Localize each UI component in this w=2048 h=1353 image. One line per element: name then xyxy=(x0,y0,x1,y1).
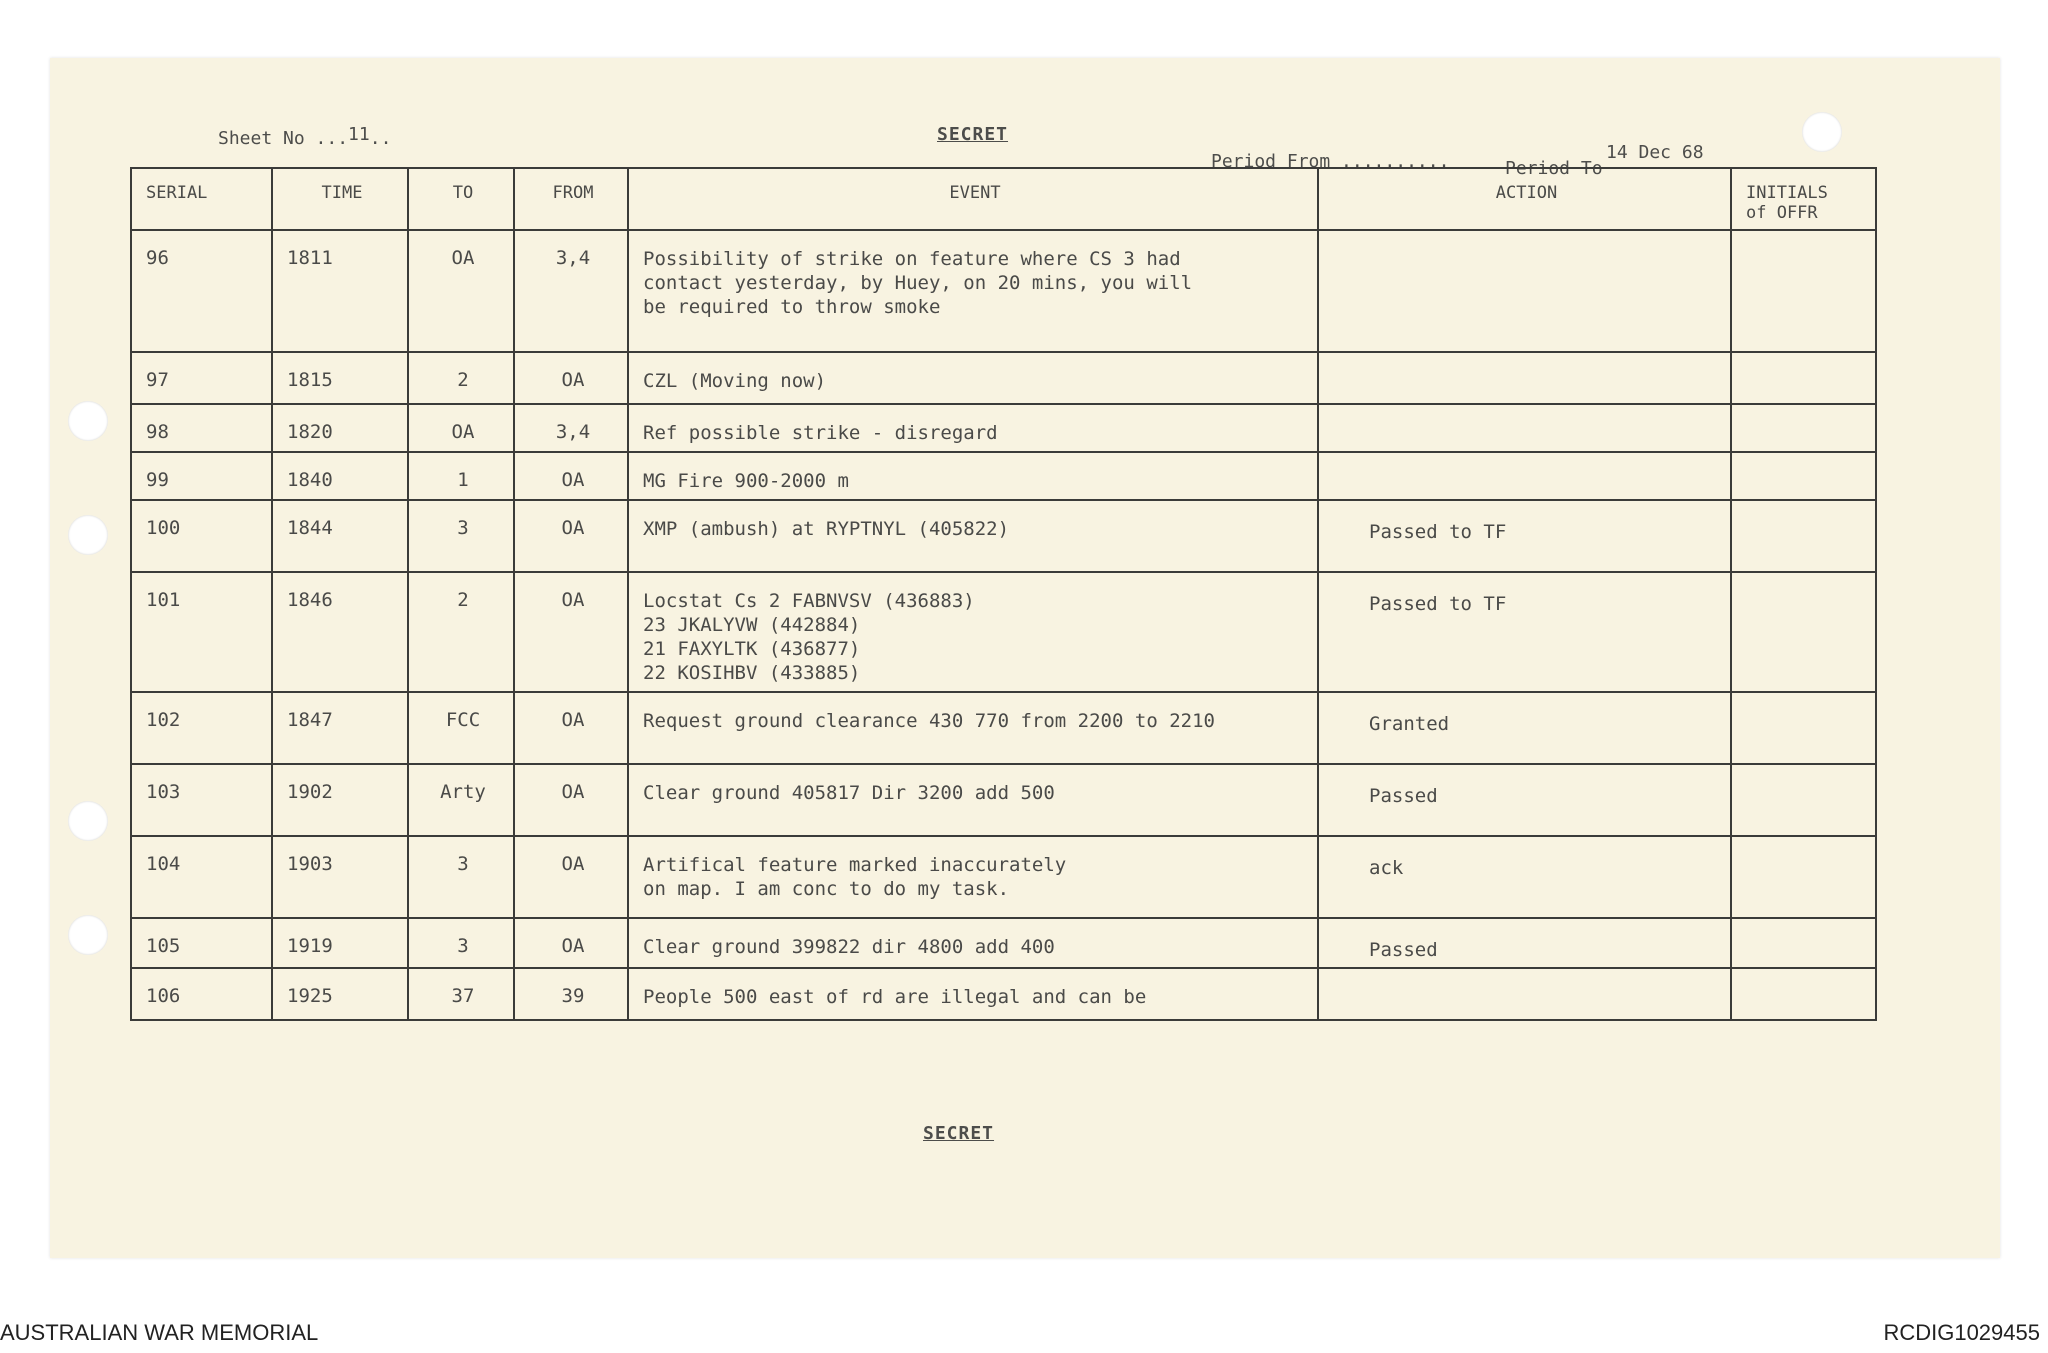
time-cell: 1902 xyxy=(272,764,408,836)
event-line: 21 FAXYLTK (436877) xyxy=(643,638,861,660)
initials-cell xyxy=(1731,918,1876,968)
col-serial: SERIAL xyxy=(131,168,272,230)
time-cell: 1844 xyxy=(272,500,408,572)
event-line: MG Fire 900-2000 m xyxy=(643,470,849,492)
initials-cell xyxy=(1731,572,1876,692)
period-to-label: Period To xyxy=(1505,158,1603,179)
table-row xyxy=(131,764,1876,836)
serial-cell: 99 xyxy=(131,452,272,500)
time-cell: 1840 xyxy=(272,452,408,500)
serial-cell: 103 xyxy=(131,764,272,836)
to-cell: 37 xyxy=(408,968,514,1020)
initials-cell xyxy=(1731,836,1876,918)
log-table xyxy=(130,167,1877,1021)
event-line: be required to throw smoke xyxy=(643,296,941,318)
punch-hole xyxy=(68,401,108,441)
to-cell: OA xyxy=(408,230,514,352)
event-line: People 500 east of rd are illegal and can be xyxy=(643,986,1147,1008)
action-cell xyxy=(1318,452,1731,500)
table-row xyxy=(131,404,1876,452)
to-cell: 3 xyxy=(408,500,514,572)
event-cell xyxy=(628,692,1318,764)
col-action: ACTION xyxy=(1318,168,1731,230)
action-cell: Passed xyxy=(1318,918,1731,968)
table-row xyxy=(131,230,1876,352)
sheet-number-label: Sheet No ... xyxy=(218,128,349,149)
event-line: Request ground clearance 430 770 from 2200 to 2210 xyxy=(643,710,1215,732)
table-row xyxy=(131,968,1876,1020)
header-row xyxy=(131,168,1876,230)
initials-cell xyxy=(1731,764,1876,836)
time-cell: 1846 xyxy=(272,572,408,692)
event-cell xyxy=(628,968,1318,1020)
from-cell: OA xyxy=(514,764,628,836)
initials-cell xyxy=(1731,404,1876,452)
punch-hole xyxy=(68,515,108,555)
from-cell: OA xyxy=(514,352,628,404)
to-cell: 2 xyxy=(408,352,514,404)
col-event: EVENT xyxy=(628,168,1318,230)
to-cell: 3 xyxy=(408,918,514,968)
event-cell xyxy=(628,764,1318,836)
initials-cell xyxy=(1731,352,1876,404)
to-cell: FCC xyxy=(408,692,514,764)
col-to: TO xyxy=(408,168,514,230)
event-cell xyxy=(628,230,1318,352)
to-cell: 2 xyxy=(408,572,514,692)
col-initials xyxy=(1731,168,1876,230)
event-line: on map. I am conc to do my task. xyxy=(643,878,1010,900)
col-time: TIME xyxy=(272,168,408,230)
from-cell: OA xyxy=(514,572,628,692)
initials-cell xyxy=(1731,500,1876,572)
event-line: 22 KOSIHBV (433885) xyxy=(643,662,861,684)
action-cell: Granted xyxy=(1318,692,1731,764)
from-cell: OA xyxy=(514,452,628,500)
action-cell: Passed to TF xyxy=(1318,572,1731,692)
action-cell xyxy=(1318,404,1731,452)
serial-cell: 104 xyxy=(131,836,272,918)
table-row xyxy=(131,452,1876,500)
initials-cell xyxy=(1731,692,1876,764)
table-row xyxy=(131,572,1876,692)
event-cell xyxy=(628,352,1318,404)
identifier-caption: RCDIG1029455 xyxy=(1883,1320,2040,1345)
event-line: 23 JKALYVW (442884) xyxy=(643,614,861,636)
table-row xyxy=(131,918,1876,968)
action-cell: ack xyxy=(1318,836,1731,918)
to-cell: Arty xyxy=(408,764,514,836)
action-cell xyxy=(1318,968,1731,1020)
serial-cell: 101 xyxy=(131,572,272,692)
punch-hole xyxy=(68,915,108,955)
from-cell: OA xyxy=(514,692,628,764)
period-to-value: 14 Dec 68 xyxy=(1606,142,1704,163)
event-line: contact yesterday, by Huey, on 20 mins, you will xyxy=(643,272,1193,294)
event-cell xyxy=(628,836,1318,918)
initials-cell xyxy=(1731,230,1876,352)
event-line: Locstat Cs 2 FABNVSV (436883) xyxy=(643,590,975,612)
sheet-number: Sheet No ...11.. xyxy=(218,124,392,149)
from-cell: OA xyxy=(514,918,628,968)
from-cell: OA xyxy=(514,836,628,918)
event-line: Clear ground 405817 Dir 3200 add 500 xyxy=(643,782,1055,804)
initials-cell xyxy=(1731,452,1876,500)
event-cell xyxy=(628,918,1318,968)
time-cell: 1815 xyxy=(272,352,408,404)
sheet-number-value: 11 xyxy=(348,124,370,145)
to-cell: 1 xyxy=(408,452,514,500)
serial-cell: 106 xyxy=(131,968,272,1020)
from-cell: 39 xyxy=(514,968,628,1020)
punch-hole xyxy=(1802,112,1842,152)
punch-hole xyxy=(68,801,108,841)
action-cell xyxy=(1318,352,1731,404)
to-cell: 3 xyxy=(408,836,514,918)
from-cell: 3,4 xyxy=(514,230,628,352)
time-cell: 1820 xyxy=(272,404,408,452)
event-line: CZL (Moving now) xyxy=(643,370,827,392)
classification-top: SECRET xyxy=(937,124,1009,145)
time-cell: 1847 xyxy=(272,692,408,764)
event-cell xyxy=(628,500,1318,572)
event-line: Ref possible strike - disregard xyxy=(643,422,998,444)
event-cell xyxy=(628,572,1318,692)
action-cell: Passed to TF xyxy=(1318,500,1731,572)
serial-cell: 98 xyxy=(131,404,272,452)
action-cell: Passed xyxy=(1318,764,1731,836)
period-from: Period From .......... xyxy=(1211,151,1450,172)
action-cell xyxy=(1318,230,1731,352)
col-initials-line2: of OFFR xyxy=(1746,203,1818,223)
log-body xyxy=(131,230,1876,1020)
classification-bottom: SECRET xyxy=(923,1123,995,1144)
event-line: Possibility of strike on feature where CS 3 had xyxy=(643,248,1181,270)
time-cell: 1903 xyxy=(272,836,408,918)
col-initials-line1: INITIALS xyxy=(1746,183,1828,203)
serial-cell: 102 xyxy=(131,692,272,764)
from-cell: 3,4 xyxy=(514,404,628,452)
time-cell: 1919 xyxy=(272,918,408,968)
institution-caption: AUSTRALIAN WAR MEMORIAL xyxy=(0,1320,319,1345)
table-row xyxy=(131,692,1876,764)
col-from: FROM xyxy=(514,168,628,230)
event-line: Clear ground 399822 dir 4800 add 400 xyxy=(643,936,1055,958)
serial-cell: 105 xyxy=(131,918,272,968)
table-row xyxy=(131,352,1876,404)
event-line: XMP (ambush) at RYPTNYL (405822) xyxy=(643,518,1010,540)
from-cell: OA xyxy=(514,500,628,572)
to-cell: OA xyxy=(408,404,514,452)
time-cell: 1925 xyxy=(272,968,408,1020)
serial-cell: 100 xyxy=(131,500,272,572)
event-cell xyxy=(628,452,1318,500)
table-row xyxy=(131,500,1876,572)
event-cell xyxy=(628,404,1318,452)
event-line: Artifical feature marked inaccurately xyxy=(643,854,1067,876)
time-cell: 1811 xyxy=(272,230,408,352)
serial-cell: 96 xyxy=(131,230,272,352)
initials-cell xyxy=(1731,968,1876,1020)
table-row xyxy=(131,836,1876,918)
serial-cell: 97 xyxy=(131,352,272,404)
